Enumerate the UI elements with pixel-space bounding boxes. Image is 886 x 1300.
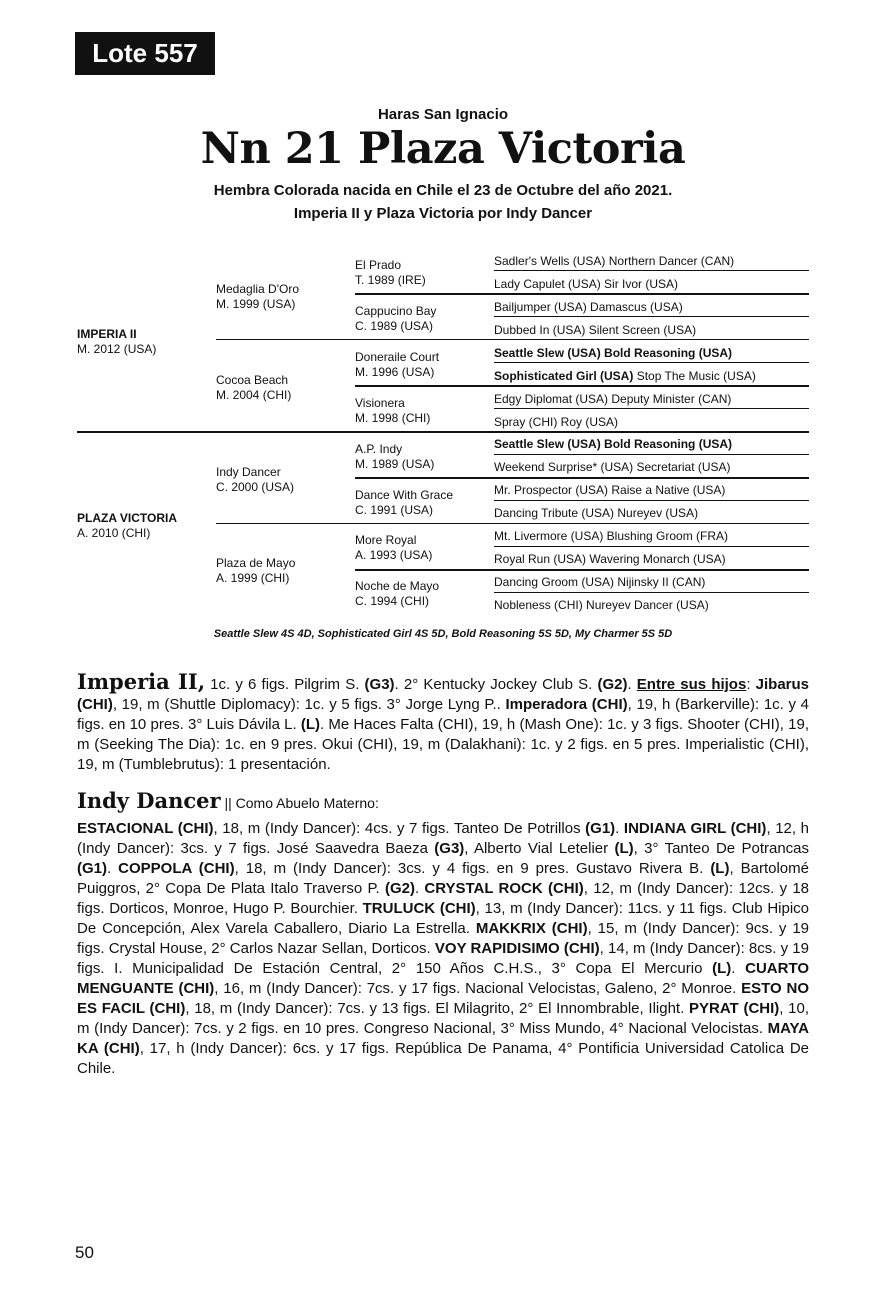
- dam-info: M. 2012 (USA): [77, 342, 157, 356]
- offspring-record: .: [615, 820, 624, 837]
- parents-info: Imperia II y Plaza Victoria por Indy Dancer: [293, 205, 593, 222]
- gen4-item: Sophisticated Girl (USA) Stop The Music (USA): [494, 369, 756, 383]
- breeder: Haras San Ignacio: [377, 106, 509, 123]
- dam-record-title: Imperia II,: [77, 669, 206, 694]
- gen4-item: Dubbed In (USA) Silent Screen (USA): [494, 323, 697, 337]
- offspring-record: , 14, m (Indy Dancer): 8cs. y 19 figs. I. Municipalidad De Estación Central, 2° 150 Años C.H.S., 3° Copa El Mercurio: [77, 940, 809, 977]
- gen4-item: Seattle Slew (USA) Bold Reasoning (USA): [494, 346, 733, 360]
- offspring-record: .: [731, 960, 746, 977]
- divider: [77, 431, 809, 433]
- gen3-name: El Prado: [355, 258, 402, 272]
- offspring-record: , 12, m (Indy Dancer): 12cs. y 18 figs. Dorticos, Monroe, Hugo P. Bourchier.: [77, 880, 810, 917]
- gen3-info: T. 1989 (IRE): [355, 273, 426, 287]
- gen3-info: A. 1993 (USA): [355, 548, 433, 562]
- gen4-item: Lady Capulet (USA) Sir Ivor (USA): [494, 277, 679, 291]
- divider: [494, 362, 809, 363]
- gen2-name: Plaza de Mayo: [216, 556, 296, 570]
- offspring-name: (G1): [585, 820, 616, 837]
- gen2-item: [216, 465, 294, 495]
- gen4-item: Seattle Slew (USA) Bold Reasoning (USA): [494, 437, 733, 451]
- grandsire-record: [77, 819, 809, 1079]
- gen3-info: M. 1989 (USA): [355, 457, 435, 471]
- gen3-item: [355, 396, 430, 426]
- gen4-item: Dancing Groom (USA) Nijinsky II (CAN): [494, 575, 706, 589]
- gen2-info: M. 1999 (USA): [216, 297, 296, 311]
- offspring-name: (L): [614, 840, 634, 857]
- gen3-item: [355, 304, 436, 334]
- gen3-item: [355, 258, 426, 288]
- pedigree-sire: [77, 511, 177, 541]
- divider: [355, 477, 809, 479]
- offspring-name: COPPOLA (CHI): [118, 860, 235, 877]
- offspring-record: , 18, m (Indy Dancer): 3cs. y 4 figs. en 9 pres. Gustavo Rivera B.: [234, 860, 711, 877]
- gen4-item: Mt. Livermore (USA) Blushing Groom (FRA): [494, 529, 729, 543]
- gen2-name: Indy Dancer: [216, 465, 281, 479]
- offspring-record: , 15, m (Indy Dancer): 9cs. y 19 figs. Crystal House, 2° Carlos Nazar Sellan, Dorticos.: [77, 920, 809, 957]
- gen4-item: Royal Run (USA) Wavering Monarch (USA): [494, 552, 726, 566]
- divider: [355, 293, 809, 295]
- offspring-name: CUARTO MENGUANTE (CHI): [77, 960, 809, 997]
- offspring-record: , Bartolomé Puiggros, 2° Copa De Plata Italo Traverso P.: [77, 860, 809, 897]
- horse-name: Nn 21 Plaza Victoria: [200, 124, 686, 174]
- dam-name: IMPERIA II: [77, 327, 137, 341]
- offspring-name: ESTO NO ES FACIL (CHI): [77, 980, 809, 1017]
- gen3-info: M. 1998 (CHI): [355, 411, 431, 425]
- gen2-item: [216, 556, 295, 586]
- offspring-name: (L): [710, 860, 730, 877]
- gen4-item: Mr. Prospector (USA) Raise a Native (USA): [494, 483, 726, 497]
- page-number: 50: [75, 1243, 94, 1262]
- gen3-item: [355, 350, 439, 380]
- gen3-name: Noche de Mayo: [355, 579, 440, 593]
- offspring-name: MAKKRIX (CHI): [475, 920, 588, 937]
- divider: [355, 569, 809, 571]
- gen2-info: M. 2004 (CHI): [216, 388, 292, 402]
- gen3-item: [355, 579, 439, 609]
- divider: [494, 316, 809, 317]
- gen4-item: Sadler's Wells (USA) Northern Dancer (CAN): [494, 254, 735, 268]
- gen3-item: [355, 488, 453, 518]
- offspring-record: , 17, h (Indy Dancer): 6cs. y 17 figs. República De Panama, 4° Pontificia Universidad Catolica De Chile.: [77, 1040, 809, 1077]
- gen2-name: Cocoa Beach: [216, 373, 289, 387]
- gen2-info: A. 1999 (CHI): [216, 571, 290, 585]
- gen4-item: Bailjumper (USA) Damascus (USA): [494, 300, 683, 314]
- gen3-info: M. 1996 (USA): [355, 365, 435, 379]
- gen3-item: [355, 442, 434, 472]
- offspring-name: ESTACIONAL (CHI): [77, 820, 214, 837]
- offspring-record: .: [107, 860, 119, 877]
- divider: [494, 592, 809, 593]
- gen2-item: [216, 373, 291, 403]
- gen3-name: Cappucino Bay: [355, 304, 437, 318]
- gen3-name: Doneraile Court: [355, 350, 440, 364]
- divider: [216, 339, 809, 340]
- gen3-name: Visionera: [355, 396, 405, 410]
- dam-record: Imperia II, 1c. y 6 figs. Pilgrim S. (G3). 2° Kentucky Jockey Club S. (G2). Entre sus hijos: Jibarus (CHI), 19, m (Shuttle Diplomacy): 1c. y 5 figs. 3° Jorge Lyng P.. Imperadora (CHI), 19, h (Barkerville): 1c. y 4 figs. en 10 pres. 3° Luis Dávila L. (L). Me Haces Falta (CHI), 19, h (Mash One): 1c. y 3 figs. Shooter (CHI), 19, m (Seeking The Dia): 1c. en 9 pres. Okui (CHI), 19, m (Dalakhani): 1c. y 2 figs. en 5 pres. Imperialistic (CHI), 19, m (Tumblebrutus): 1 presentación.: [77, 669, 810, 773]
- gen2-info: C. 2000 (USA): [216, 480, 295, 494]
- divider: [494, 408, 809, 409]
- offspring-record: , 12, h (Indy Dancer): 3cs. y 7 figs. José Saavedra Baeza: [77, 820, 809, 857]
- offspring-name: (L): [712, 960, 732, 977]
- gen4-item: Spray (CHI) Roy (USA): [494, 415, 619, 429]
- offspring-name: TRULUCK (CHI): [362, 900, 476, 917]
- gen3-info: C. 1991 (USA): [355, 503, 434, 517]
- gen3-name: Dance With Grace: [355, 488, 454, 502]
- gen3-name: More Royal: [355, 533, 417, 547]
- birth-info: Hembra Colorada nacida en Chile el 23 de Octubre del año 2021.: [213, 182, 673, 199]
- grandsire-record-heading: Indy Dancer || Como Abuelo Materno:: [77, 788, 379, 813]
- offspring-name: VOY RAPIDISIMO (CHI): [434, 940, 600, 957]
- gen3-item: [355, 533, 432, 563]
- divider: [494, 500, 809, 501]
- offspring-record: , 16, m (Indy Dancer): 7cs. y 17 figs. Nacional Velocistas, Galeno, 2° Monroe.: [214, 980, 742, 997]
- grandsire-title: Indy Dancer: [77, 788, 221, 813]
- divider: [355, 385, 809, 387]
- offspring-name: (G2): [384, 880, 415, 897]
- gen4-item: Weekend Surprise* (USA) Secretariat (USA): [494, 460, 731, 474]
- offspring-name: MAYA KA (CHI): [77, 1020, 809, 1057]
- offspring-name: (G1): [77, 860, 107, 877]
- gen3-name: A.P. Indy: [355, 442, 403, 456]
- divider: [494, 270, 809, 271]
- offspring-name: INDIANA GIRL (CHI): [623, 820, 767, 837]
- gen3-info: C. 1989 (USA): [355, 319, 434, 333]
- gen3-info: C. 1994 (CHI): [355, 594, 430, 608]
- gen4-item: Dancing Tribute (USA) Nureyev (USA): [494, 506, 699, 520]
- sire-info: A. 2010 (CHI): [77, 526, 151, 540]
- divider: [494, 454, 809, 455]
- offspring-record: , 18, m (Indy Dancer): 7cs. y 13 figs. El Milagrito, 2° El Innombrable, Ilight.: [185, 1000, 689, 1017]
- offspring-name: PYRAT (CHI): [689, 1000, 780, 1017]
- gen2-item: [216, 282, 299, 312]
- gen4-item: Nobleness (CHI) Nureyev Dancer (USA): [494, 598, 709, 612]
- inbreeding-crosses: Seattle Slew 4S 4D, Sophisticated Girl 4S 5D, Bold Reasoning 5S 5D, My Charmer 5S 5D: [213, 628, 673, 640]
- lot-badge: Lote 557: [75, 32, 215, 75]
- divider: [216, 523, 809, 524]
- offspring-record: , 18, m (Indy Dancer): 4cs. y 7 figs. Tanteo De Potrillos: [213, 820, 586, 837]
- offspring-record: , Alberto Vial Letelier: [464, 840, 615, 857]
- offspring-record: .: [414, 880, 425, 897]
- offspring-record: , 13, m (Indy Dancer): 11cs. y 11 figs. Club Hipico De Concepción, Alex Varela Caballero, Diario La Estrella.: [77, 900, 810, 937]
- divider: [494, 546, 809, 547]
- pedigree-dam: [77, 327, 156, 357]
- offspring-record: , 10, m (Indy Dancer): 7cs. y 2 figs. en 10 pres. Congreso Nacional, 3° Miss Mundo, 4° Nacional Velocistas.: [77, 1000, 810, 1037]
- sire-name: PLAZA VICTORIA: [77, 511, 178, 525]
- gen4-item: Edgy Diplomat (USA) Deputy Minister (CAN): [494, 392, 732, 406]
- gen2-name: Medaglia D'Oro: [216, 282, 299, 296]
- offspring-record: , 3° Tanteo De Potrancas: [633, 840, 810, 857]
- offspring-name: CRYSTAL ROCK (CHI): [424, 880, 584, 897]
- offspring-name: (G3): [434, 840, 465, 857]
